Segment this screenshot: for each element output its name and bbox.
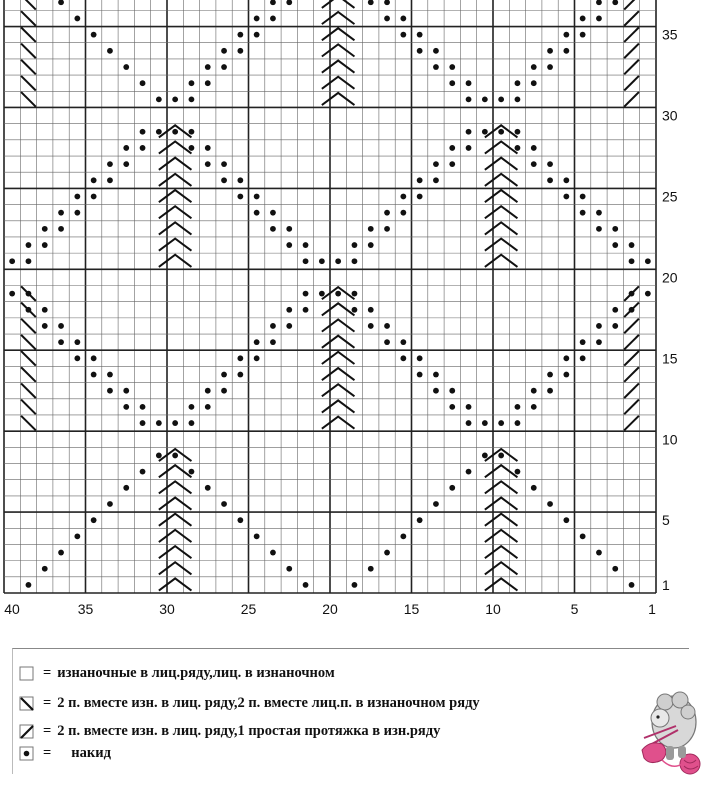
yarn-over-mark [156,96,162,102]
yarn-over-mark [270,16,276,22]
yarn-over-mark [319,258,325,264]
yarn-over-mark [531,404,537,410]
legend-equals: = [43,745,52,761]
yarn-over-mark [140,420,146,426]
yarn-over-mark [563,372,569,378]
yarn-over-mark [58,226,64,232]
yarn-over-mark [42,323,48,329]
y-axis-tick-label: 1 [662,576,670,593]
yarn-over-mark [515,469,521,475]
legend [12,648,689,774]
yarn-over-mark [140,469,146,475]
yarn-over-mark [221,177,227,183]
y-axis-tick-label: 30 [662,107,678,124]
yarn-over-mark [596,210,602,216]
y-axis-tick-label: 35 [662,26,678,43]
yarn-over-mark [91,194,97,200]
yarn-over-mark [286,323,292,329]
yarn-over-mark [221,64,227,70]
yarn-over-mark [580,339,586,345]
yarn-over-mark [400,32,406,38]
yarn-over-mark [368,242,374,248]
yarn-over-mark [205,404,211,410]
yarn-over-mark [498,129,504,135]
yarn-over-mark [270,339,276,345]
yarn-over-mark [449,145,455,151]
yarn-over-mark [58,210,64,216]
yarn-over-mark [580,210,586,216]
yarn-over-mark [156,129,162,135]
yarn-over-mark [91,355,97,361]
yarn-over-mark [449,161,455,167]
yarn-over-mark [270,210,276,216]
yarn-over-mark [107,388,113,394]
yarn-over-mark [580,533,586,539]
yarn-over-mark [58,323,64,329]
yarn-over-mark [254,16,260,22]
yarn-over-mark [400,355,406,361]
yarn-over-mark [42,307,48,313]
legend-equals: = [43,695,52,711]
yarn-over-mark [580,16,586,22]
yarn-over-mark [417,355,423,361]
yarn-over-mark [9,291,15,297]
yarn-over-mark [400,16,406,22]
yarn-over-mark [563,194,569,200]
legend-item-left-decrease [19,695,480,712]
yarn-over-mark [531,485,537,491]
yarn-over-mark [547,64,553,70]
legend-text: изнаночные в лиц.ряду,лиц. в изнаночном [57,665,335,681]
yarn-over-mark [237,517,243,523]
yarn-over-mark [563,517,569,523]
yarn-over-mark [237,194,243,200]
yarn-over-mark [466,469,472,475]
yarn-over-mark [466,80,472,86]
yarn-over-mark [531,80,537,86]
yarn-over-mark [563,48,569,54]
yarn-over-mark [189,145,195,151]
yarn-over-mark [156,453,162,459]
yarn-over-mark [254,355,260,361]
y-axis-tick-label: 5 [662,512,670,529]
yarn-over-mark [368,323,374,329]
yarn-over-mark [107,161,113,167]
yarn-over-mark [352,291,358,297]
yarn-over-mark [482,129,488,135]
yarn-over-mark [352,582,358,588]
yarn-over-mark [74,355,80,361]
yarn-over-mark [123,388,129,394]
yarn-over-mark [205,388,211,394]
x-axis-tick-label: 30 [159,601,175,617]
legend-item-right-decrease [19,723,440,740]
yarn-over-mark [352,258,358,264]
yarn-over-mark [352,242,358,248]
yarn-over-mark [42,566,48,572]
yarn-over-mark [189,129,195,135]
yarn-over-mark [91,372,97,378]
yarn-over-mark [580,32,586,38]
yarn-over-mark [368,307,374,313]
yarn-over-mark [42,226,48,232]
yarn-over-mark [531,161,537,167]
yarn-over-mark [123,485,129,491]
yarn-over-mark [417,517,423,523]
yarn-over-mark [645,291,651,297]
y-axis-tick-label: 15 [662,350,678,367]
yarn-over-mark [449,80,455,86]
x-axis-tick-label: 1 [648,601,656,617]
yarn-over-mark [596,323,602,329]
yarn-over-mark [140,145,146,151]
yarn-over-mark [515,80,521,86]
x-axis-tick-label: 40 [4,601,20,617]
yarn-over-mark [156,420,162,426]
yarn-over-mark [140,129,146,135]
yarn-over-mark [303,291,309,297]
legend-equals: = [43,665,52,681]
yarn-over-mark [612,566,618,572]
yarn-over-mark [9,258,15,264]
yarn-over-mark [498,96,504,102]
yarn-over-mark [433,64,439,70]
yarn-over-mark [205,161,211,167]
yarn-over-mark [433,48,439,54]
x-axis-tick-label: 25 [240,601,257,617]
yarn-over-mark [466,404,472,410]
yarn-over-mark [74,194,80,200]
yarn-over-mark [531,64,537,70]
yarn-over-mark [498,420,504,426]
yarn-over-mark [270,226,276,232]
yarn-over-mark [433,388,439,394]
yarn-over-mark [417,32,423,38]
sheep-knitting-illustration [632,680,712,780]
yarn-over-mark [123,161,129,167]
yarn-over-mark [303,582,309,588]
yarn-over-mark [221,372,227,378]
yarn-over-mark [400,194,406,200]
yarn-over-mark [221,48,227,54]
yarn-over-mark [629,582,635,588]
x-axis-tick-label: 20 [322,601,338,617]
yarn-over-mark [189,469,195,475]
yarn-over-mark [515,420,521,426]
yarn-over-mark [91,517,97,523]
yarn-over-mark [417,177,423,183]
yarn-over-mark [237,372,243,378]
yarn-over-mark [629,242,635,248]
yarn-over-mark [498,453,504,459]
legend-equals: = [43,723,52,739]
yarn-over-mark [449,64,455,70]
yarn-over-mark [189,80,195,86]
yarn-over-mark [237,48,243,54]
yarn-over-mark [449,485,455,491]
yarn-over-mark [123,64,129,70]
yarn-over-mark [319,291,325,297]
yarn-over-mark [368,566,374,572]
yarn-over-mark [140,404,146,410]
yarn-over-mark [547,388,553,394]
yarn-over-mark [303,242,309,248]
y-axis-tick-label: 25 [662,188,678,205]
yarn-over-mark [42,242,48,248]
yarn-over-mark [547,48,553,54]
yarn-over-mark [384,16,390,22]
yarn-over-mark [563,355,569,361]
yarn-over-mark [123,145,129,151]
yarn-over-mark [466,420,472,426]
yarn-over-mark [433,177,439,183]
yarn-over-mark [254,533,260,539]
yarn-over-mark [123,404,129,410]
yarn-over-mark [482,420,488,426]
yarn-over-mark [107,501,113,507]
yarn-over-icon [19,746,35,762]
yarn-over-mark [449,404,455,410]
yarn-over-mark [286,307,292,313]
y-axis-tick-label: 10 [662,431,678,448]
yarn-over-mark [547,161,553,167]
yarn-over-mark [205,145,211,151]
yarn-over-mark [563,32,569,38]
yarn-over-mark [237,177,243,183]
yarn-over-mark [466,129,472,135]
yarn-over-mark [254,210,260,216]
yarn-over-mark [547,501,553,507]
yarn-over-mark [384,323,390,329]
yarn-over-mark [580,355,586,361]
blank-cell-icon [19,666,35,682]
yarn-over-mark [612,307,618,313]
yarn-over-mark [58,339,64,345]
yarn-over-mark [547,372,553,378]
yarn-over-mark [91,177,97,183]
yarn-over-mark [270,323,276,329]
yarn-over-mark [140,80,146,86]
yarn-over-mark [303,307,309,313]
yarn-over-mark [205,64,211,70]
yarn-over-mark [172,96,178,102]
yarn-over-mark [400,210,406,216]
yarn-over-mark [74,16,80,22]
yarn-over-mark [580,194,586,200]
x-axis-tick-label: 5 [570,601,579,617]
yarn-over-mark [254,32,260,38]
yarn-over-mark [384,339,390,345]
yarn-over-mark [303,258,309,264]
x-axis-tick-label: 35 [77,601,94,617]
yarn-over-mark [433,372,439,378]
yarn-over-mark [172,453,178,459]
yarn-over-mark [482,453,488,459]
yarn-over-mark [221,388,227,394]
yarn-over-mark [596,226,602,232]
yarn-over-mark [417,48,423,54]
yarn-over-mark [172,420,178,426]
yarn-over-mark [254,194,260,200]
yarn-over-mark [74,533,80,539]
yarn-over-mark [74,210,80,216]
yarn-over-mark [335,258,341,264]
yarn-over-mark [482,96,488,102]
yarn-over-mark [172,129,178,135]
yarn-over-mark [189,96,195,102]
yarn-over-mark [563,177,569,183]
yarn-over-mark [254,339,260,345]
yarn-over-mark [26,258,32,264]
yarn-over-mark [612,242,618,248]
x-axis-tick-label: 10 [485,601,501,617]
yarn-over-mark [417,372,423,378]
yarn-over-mark [237,32,243,38]
yarn-over-mark [286,242,292,248]
yarn-over-mark [26,242,32,248]
yarn-over-mark [400,339,406,345]
yarn-over-mark [74,339,80,345]
yarn-over-mark [515,96,521,102]
yarn-over-mark [466,96,472,102]
yarn-over-mark [107,48,113,54]
yarn-over-mark [205,80,211,86]
legend-text: 2 п. вместе изн. в лиц. ряду,1 простая протяжка в изн.ряду [57,723,441,739]
yarn-over-mark [270,550,276,556]
yarn-over-mark [221,501,227,507]
yarn-over-mark [368,226,374,232]
legend-item-blank [19,665,335,682]
y-axis-tick-label: 20 [662,269,678,286]
yarn-over-mark [466,145,472,151]
left-decrease-icon [19,696,35,712]
yarn-over-mark [91,32,97,38]
yarn-over-mark [596,339,602,345]
yarn-over-mark [221,161,227,167]
yarn-over-mark [286,226,292,232]
chart-grid [4,0,656,593]
yarn-over-mark [384,550,390,556]
yarn-over-mark [417,194,423,200]
yarn-over-mark [596,550,602,556]
yarn-over-mark [531,388,537,394]
yarn-over-mark [286,566,292,572]
yarn-over-mark [107,372,113,378]
yarn-over-mark [629,258,635,264]
legend-text: накид [71,745,111,761]
yarn-over-mark [515,129,521,135]
yarn-over-mark [189,404,195,410]
yarn-over-mark [352,307,358,313]
yarn-over-mark [237,355,243,361]
right-decrease-icon [19,724,35,740]
yarn-over-mark [612,323,618,329]
yarn-over-mark [107,177,113,183]
yarn-over-mark [645,258,651,264]
yarn-over-mark [384,226,390,232]
legend-item-yarn-over [19,745,111,762]
yarn-over-mark [189,420,195,426]
yarn-over-mark [433,501,439,507]
yarn-over-mark [335,291,341,297]
x-axis-tick-label: 15 [403,601,420,617]
yarn-over-mark [384,210,390,216]
legend-text: 2 п. вместе изн. в лиц. ряду,2 п. вместе лиц.п. в изнаночном ряду [57,695,480,711]
yarn-over-mark [612,226,618,232]
yarn-over-mark [547,177,553,183]
yarn-over-mark [596,16,602,22]
yarn-over-mark [515,145,521,151]
yarn-over-mark [400,533,406,539]
yarn-over-mark [26,582,32,588]
yarn-over-mark [205,485,211,491]
yarn-over-mark [531,145,537,151]
yarn-over-mark [515,404,521,410]
yarn-over-mark [433,161,439,167]
yarn-over-mark [58,550,64,556]
yarn-over-mark [449,388,455,394]
